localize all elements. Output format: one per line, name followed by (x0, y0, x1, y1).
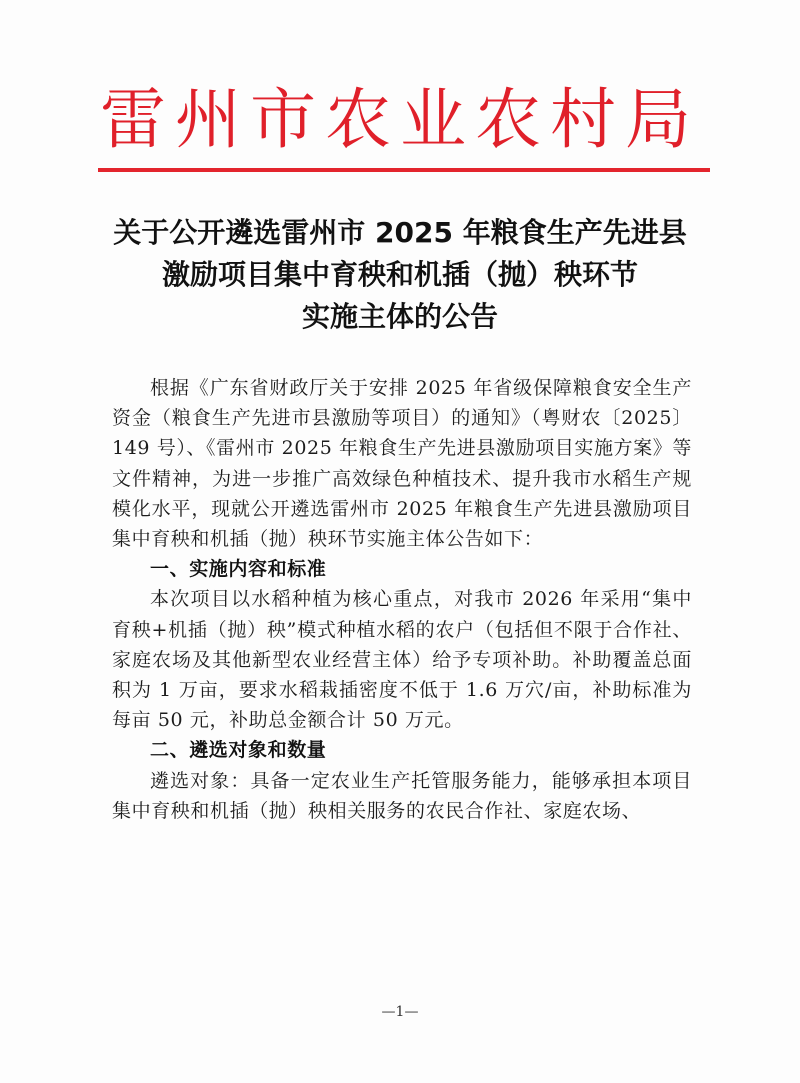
section-1-heading: 一、实施内容和标准 (150, 558, 327, 581)
title-line-2: 激励项目集中育秧和机插（抛）秧环节 (161, 258, 638, 291)
document-title (60, 212, 740, 338)
page-number: —1— (381, 1004, 419, 1020)
intro-paragraph: 根据《广东省财政厅关于安排 2025 年省级保障粮食安全生产资金（粮食生产先进市县激励等项目）的通知》（粤财农〔2025〕149 号）、《雷州市 2025 年粮食生产先进县激励项目实施方案》等文件精神，为进一步推广高效绿色种植技术、提升我市水稻生产规模化水平，现就公开遴选雷州市 2025 年粮食生产先进县激励项目集中育秧和机插（抛）秧环节实施主体公告如下： (112, 377, 692, 551)
header-red-rule (98, 168, 710, 172)
section-2-heading: 二、遴选对象和数量 (150, 739, 327, 762)
title-line-1: 关于公开遴选雷州市 2025 年粮食生产先进县 (113, 216, 687, 249)
section-2-paragraph: 遴选对象：具备一定农业生产托管服务能力，能够承担本项目集中育秧和机插（抛）秧相关服务的农民合作社、家庭农场、 (112, 769, 692, 822)
document-body (112, 373, 692, 826)
section-1-paragraph: 本次项目以水稻种植为核心重点，对我市 2026 年采用“集中育秧+机插（抛）秧”模式种植水稻的农户（包括但不限于合作社、家庭农场及其他新型农业经营主体）给予专项补助。补助覆盖总面积为 1 万亩，要求水稻栽插密度不低于 1.6 万穴/亩，补助标准为每亩 50 元，补助总金额合计 50 万元。 (112, 588, 692, 732)
agency-header: 雷州市农业农村局 (100, 81, 700, 158)
title-line-3: 实施主体的公告 (301, 300, 498, 333)
